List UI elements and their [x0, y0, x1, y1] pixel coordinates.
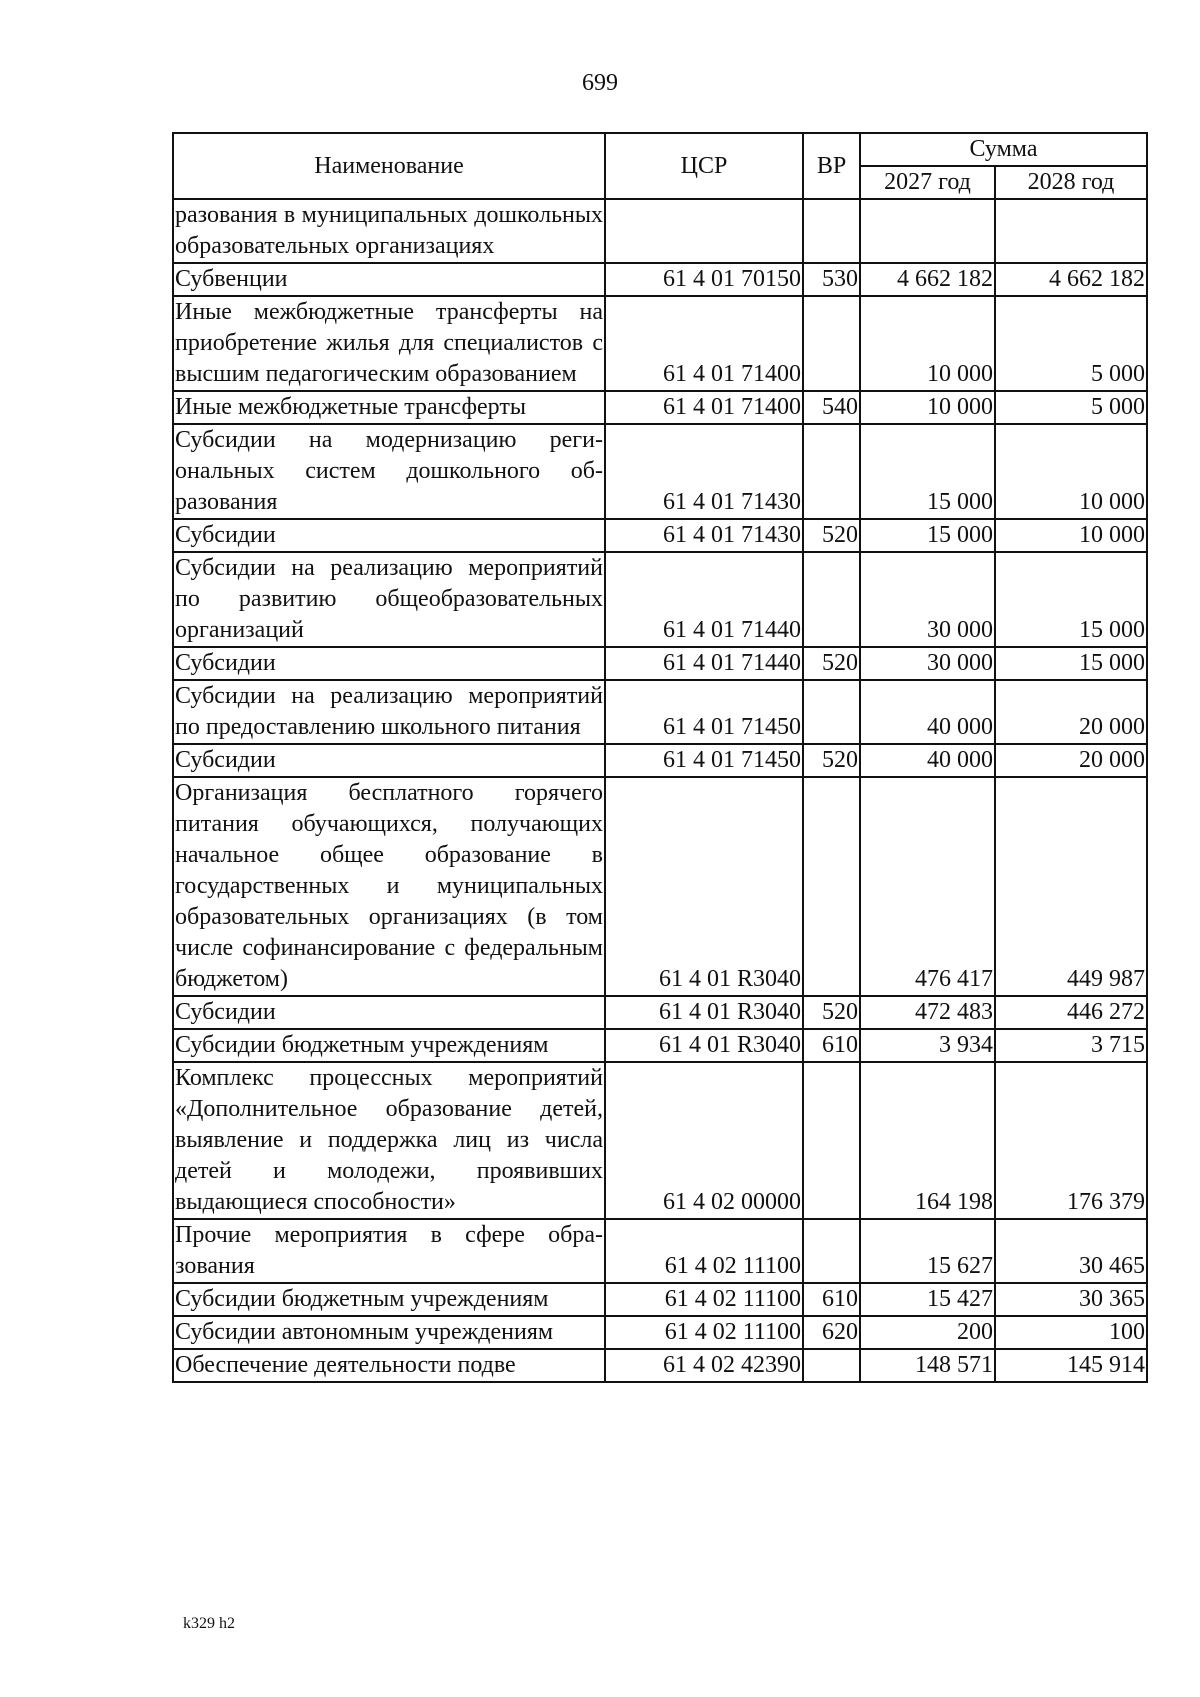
row-vr-cell: 520	[803, 744, 860, 777]
row-csr-cell: 61 4 01 R3040	[605, 777, 803, 996]
row-csr-cell: 61 4 01 71450	[605, 744, 803, 777]
row-amount-2028-cell: 3 715	[995, 1029, 1147, 1062]
row-vr-cell	[803, 552, 860, 647]
table-row	[173, 1062, 1147, 1219]
header-sum: Сумма	[860, 133, 1147, 166]
row-amount-2027-cell: 472 483	[860, 996, 995, 1029]
table-row	[173, 263, 1147, 296]
row-vr-cell: 520	[803, 647, 860, 680]
row-name-cell: Иные межбюджетные трансферты на приобретение жилья для специалистов с высшим педагогическим образованием	[173, 296, 605, 391]
row-vr-cell	[803, 199, 860, 263]
row-amount-2027-cell: 476 417	[860, 777, 995, 996]
table-row	[173, 1029, 1147, 1062]
row-name-cell: Субсидии	[173, 647, 605, 680]
row-name-cell: Субсидии на модернизацию региональных систем дошкольного образования	[173, 424, 605, 519]
row-csr-cell: 61 4 01 70150	[605, 263, 803, 296]
row-amount-2027-cell: 4 662 182	[860, 263, 995, 296]
table-row	[173, 519, 1147, 552]
table-row	[173, 1349, 1147, 1382]
row-amount-2028-cell: 446 272	[995, 996, 1147, 1029]
row-amount-2027-cell: 3 934	[860, 1029, 995, 1062]
row-amount-2028-cell: 5 000	[995, 296, 1147, 391]
row-name-cell: Комплекс процессных мероприятий «Дополнительное образование детей, выявление и поддержка лиц из числа детей и молодежи, проявивших выдающиеся способности»	[173, 1062, 605, 1219]
row-amount-2028-cell: 10 000	[995, 519, 1147, 552]
row-csr-cell	[605, 199, 803, 263]
row-amount-2028-cell: 15 000	[995, 647, 1147, 680]
row-name-cell: Иные межбюджетные трансферты	[173, 391, 605, 424]
row-csr-cell: 61 4 01 R3040	[605, 1029, 803, 1062]
row-name-cell: разования в муниципальных дошкольных образовательных организациях	[173, 199, 605, 263]
row-csr-cell: 61 4 01 R3040	[605, 996, 803, 1029]
page-number: 699	[582, 70, 618, 96]
row-csr-cell: 61 4 02 11100	[605, 1219, 803, 1283]
footer-code: k329 h2	[183, 1615, 235, 1632]
row-name-cell: Субсидии бюджетным учреждениям	[173, 1283, 605, 1316]
row-amount-2028-cell: 449 987	[995, 777, 1147, 996]
table-row	[173, 777, 1147, 996]
header-name: Наименование	[173, 133, 605, 199]
table-row	[173, 744, 1147, 777]
row-amount-2027-cell: 30 000	[860, 552, 995, 647]
table-body	[173, 199, 1147, 1382]
row-amount-2027-cell: 15 000	[860, 424, 995, 519]
table-row	[173, 391, 1147, 424]
row-name-cell: Прочие мероприятия в сфере образования	[173, 1219, 605, 1283]
row-amount-2028-cell: 4 662 182	[995, 263, 1147, 296]
row-vr-cell	[803, 777, 860, 996]
row-amount-2027-cell: 10 000	[860, 391, 995, 424]
row-vr-cell: 620	[803, 1316, 860, 1349]
row-vr-cell: 540	[803, 391, 860, 424]
header-row-top	[173, 133, 1147, 166]
row-name-cell: Субсидии	[173, 519, 605, 552]
row-vr-cell: 610	[803, 1283, 860, 1316]
row-amount-2028-cell: 10 000	[995, 424, 1147, 519]
row-vr-cell: 530	[803, 263, 860, 296]
row-csr-cell: 61 4 02 11100	[605, 1283, 803, 1316]
header-vr: ВР	[803, 133, 860, 199]
row-amount-2027-cell: 40 000	[860, 744, 995, 777]
header-year-2027: 2027 год	[860, 166, 995, 199]
row-vr-cell: 520	[803, 519, 860, 552]
row-amount-2028-cell: 30 465	[995, 1219, 1147, 1283]
row-csr-cell: 61 4 01 71400	[605, 391, 803, 424]
row-amount-2027-cell: 15 427	[860, 1283, 995, 1316]
row-csr-cell: 61 4 02 00000	[605, 1062, 803, 1219]
table-row	[173, 996, 1147, 1029]
row-name-cell: Субсидии	[173, 996, 605, 1029]
row-name-cell: Субвенции	[173, 263, 605, 296]
row-csr-cell: 61 4 02 42390	[605, 1349, 803, 1382]
row-csr-cell: 61 4 01 71430	[605, 519, 803, 552]
row-vr-cell	[803, 296, 860, 391]
table-row	[173, 552, 1147, 647]
row-csr-cell: 61 4 01 71440	[605, 647, 803, 680]
row-amount-2028-cell: 20 000	[995, 680, 1147, 744]
row-csr-cell: 61 4 01 71400	[605, 296, 803, 391]
table-row	[173, 1283, 1147, 1316]
table-row	[173, 680, 1147, 744]
row-name-cell: Субсидии на реализацию мероприятий по предоставлению школьного питания	[173, 680, 605, 744]
row-amount-2028-cell: 20 000	[995, 744, 1147, 777]
row-amount-2028-cell: 5 000	[995, 391, 1147, 424]
row-vr-cell	[803, 1062, 860, 1219]
row-amount-2028-cell: 15 000	[995, 552, 1147, 647]
row-csr-cell: 61 4 02 11100	[605, 1316, 803, 1349]
row-amount-2027-cell: 15 627	[860, 1219, 995, 1283]
table-row	[173, 296, 1147, 391]
row-name-cell: Субсидии на реализацию мероприятий по развитию общеобразовательных организаций	[173, 552, 605, 647]
row-vr-cell	[803, 424, 860, 519]
table-row	[173, 1316, 1147, 1349]
row-amount-2027-cell	[860, 199, 995, 263]
row-name-cell: Обеспечение деятельности подве	[173, 1349, 605, 1382]
row-amount-2027-cell: 30 000	[860, 647, 995, 680]
budget-table	[172, 132, 1148, 1383]
row-amount-2028-cell	[995, 199, 1147, 263]
row-amount-2027-cell: 40 000	[860, 680, 995, 744]
row-vr-cell	[803, 680, 860, 744]
header-year-2028: 2028 год	[995, 166, 1147, 199]
row-csr-cell: 61 4 01 71450	[605, 680, 803, 744]
row-name-cell: Субсидии автономным учреждениям	[173, 1316, 605, 1349]
row-amount-2027-cell: 15 000	[860, 519, 995, 552]
row-vr-cell	[803, 1219, 860, 1283]
table-row	[173, 647, 1147, 680]
row-name-cell: Субсидии	[173, 744, 605, 777]
table-row	[173, 1219, 1147, 1283]
row-amount-2027-cell: 10 000	[860, 296, 995, 391]
row-vr-cell: 610	[803, 1029, 860, 1062]
row-csr-cell: 61 4 01 71430	[605, 424, 803, 519]
row-amount-2027-cell: 164 198	[860, 1062, 995, 1219]
row-vr-cell	[803, 1349, 860, 1382]
row-amount-2028-cell: 145 914	[995, 1349, 1147, 1382]
row-csr-cell: 61 4 01 71440	[605, 552, 803, 647]
row-amount-2027-cell: 200	[860, 1316, 995, 1349]
row-amount-2028-cell: 100	[995, 1316, 1147, 1349]
row-amount-2028-cell: 176 379	[995, 1062, 1147, 1219]
row-name-cell: Субсидии бюджетным учреждениям	[173, 1029, 605, 1062]
table-row	[173, 199, 1147, 263]
row-vr-cell: 520	[803, 996, 860, 1029]
row-name-cell: Организация бесплатного горячего питания обучающихся, получающих начальное общее образование в государственных и муниципальных образовательных организациях (в том числе софинансирование с федеральным бюджетом)	[173, 777, 605, 996]
row-amount-2028-cell: 30 365	[995, 1283, 1147, 1316]
table-row	[173, 424, 1147, 519]
header-csr: ЦСР	[605, 133, 803, 199]
row-amount-2027-cell: 148 571	[860, 1349, 995, 1382]
